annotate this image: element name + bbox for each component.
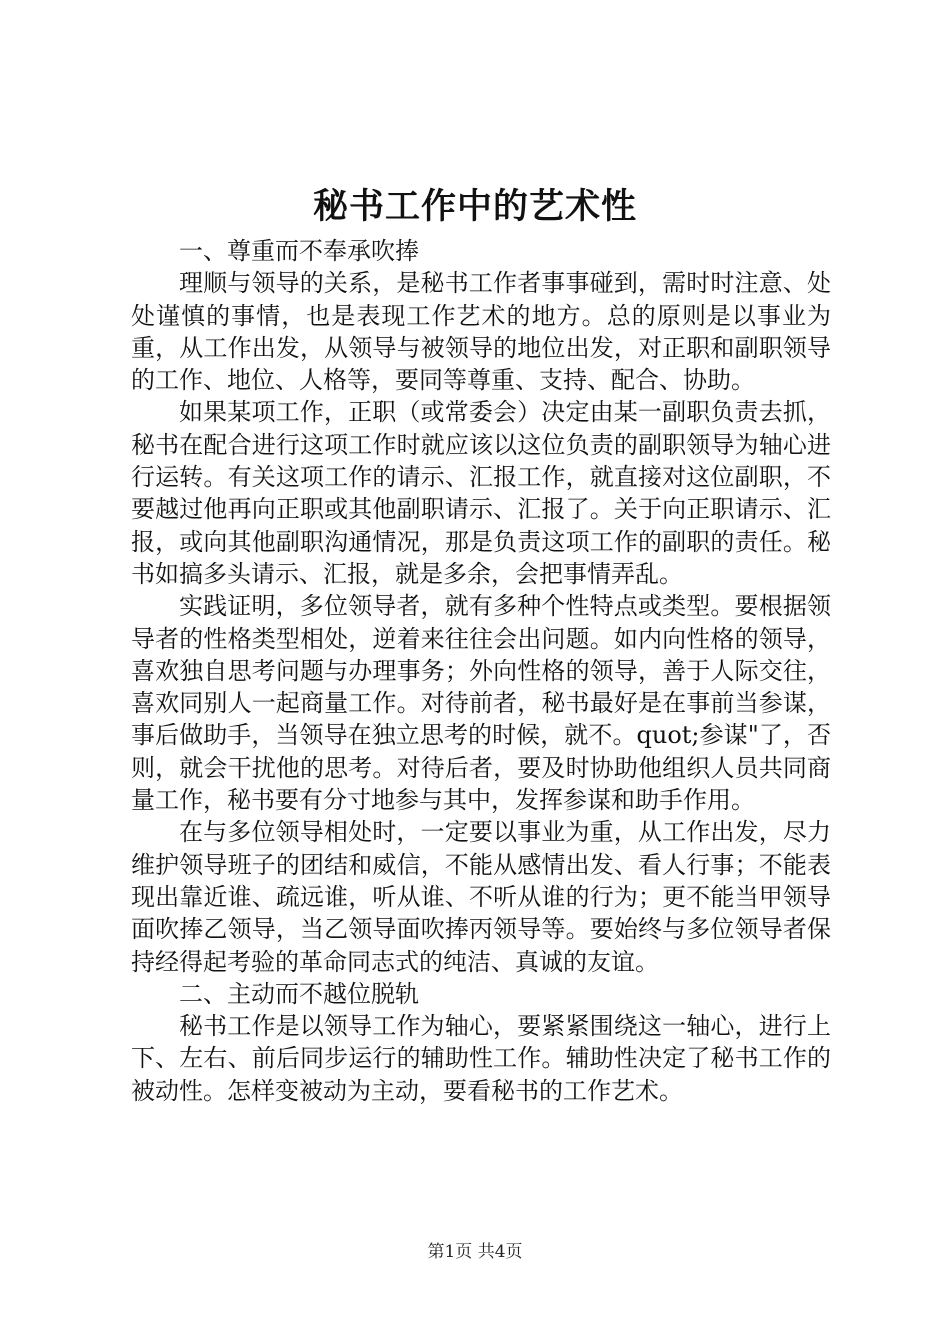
document-body [131, 235, 831, 1107]
body-paragraph: 实践证明，多位领导者，就有多种个性特点或类型。要根据领导者的性格类型相处，逆着来往往会出问题。如内向性格的领导，喜欢独自思考问题与办理事务；外向性格的领导，善于人际交往，喜欢同别人一起商量工作。对待前者，秘书最好是在事前当参谋，事后做助手，当领导在独立思考的时候，就不。quot;参谋"了，否则，就会干扰他的思考。对待后者，要及时协助他组织人员共同商量工作，秘书要有分寸地参与其中，发挥参谋和助手作用。 [131, 592, 831, 815]
body-paragraph: 如果某项工作，正职（或常委会）决定由某一副职负责去抓，秘书在配合进行这项工作时就应该以这位负责的副职领导为轴心进行运转。有关这项工作的请示、汇报工作，就直接对这位副职，不要越过他再向正职或其他副职请示、汇报了。关于向正职请示、汇报，或向其他副职沟通情况，那是负责这项工作的副职的责任。秘书如搞多头请示、汇报，就是多余，会把事情弄乱。 [131, 398, 831, 588]
body-paragraph: 秘书工作是以领导工作为轴心，要紧紧围绕这一轴心，进行上下、左右、前后同步运行的辅助性工作。辅助性决定了秘书工作的被动性。怎样变被动为主动，要看秘书的工作艺术。 [131, 1012, 831, 1105]
body-paragraph: 在与多位领导相处时，一定要以事业为重，从工作出发，尽力维护领导班子的团结和威信，不能从感情出发、看人行事；不能表现出靠近谁、疏远谁，听从谁、不听从谁的行为；更不能当甲领导面吹捧乙领导，当乙领导面吹捧丙领导等。要始终与多位领导者保持经得起考验的革命同志式的纯洁、真诚的友谊。 [131, 818, 831, 976]
page-title: 秘书工作中的艺术性 [312, 186, 637, 227]
section-heading: 二、主动而不越位脱轨 [179, 979, 419, 1008]
section-heading: 一、尊重而不奉承吹捧 [179, 237, 419, 265]
body-paragraph: 理顺与领导的关系，是秘书工作者事事碰到，需时时注意、处处谨慎的事情，也是表现工作艺术的地方。总的原则是以事业为重，从工作出发，从领导与被领导的地位出发，对正职和副职领导的工作、地位、人格等，要同等尊重、支持、配合、协助。 [131, 269, 831, 395]
page-footer: 第1页 共4页 [427, 1242, 523, 1262]
